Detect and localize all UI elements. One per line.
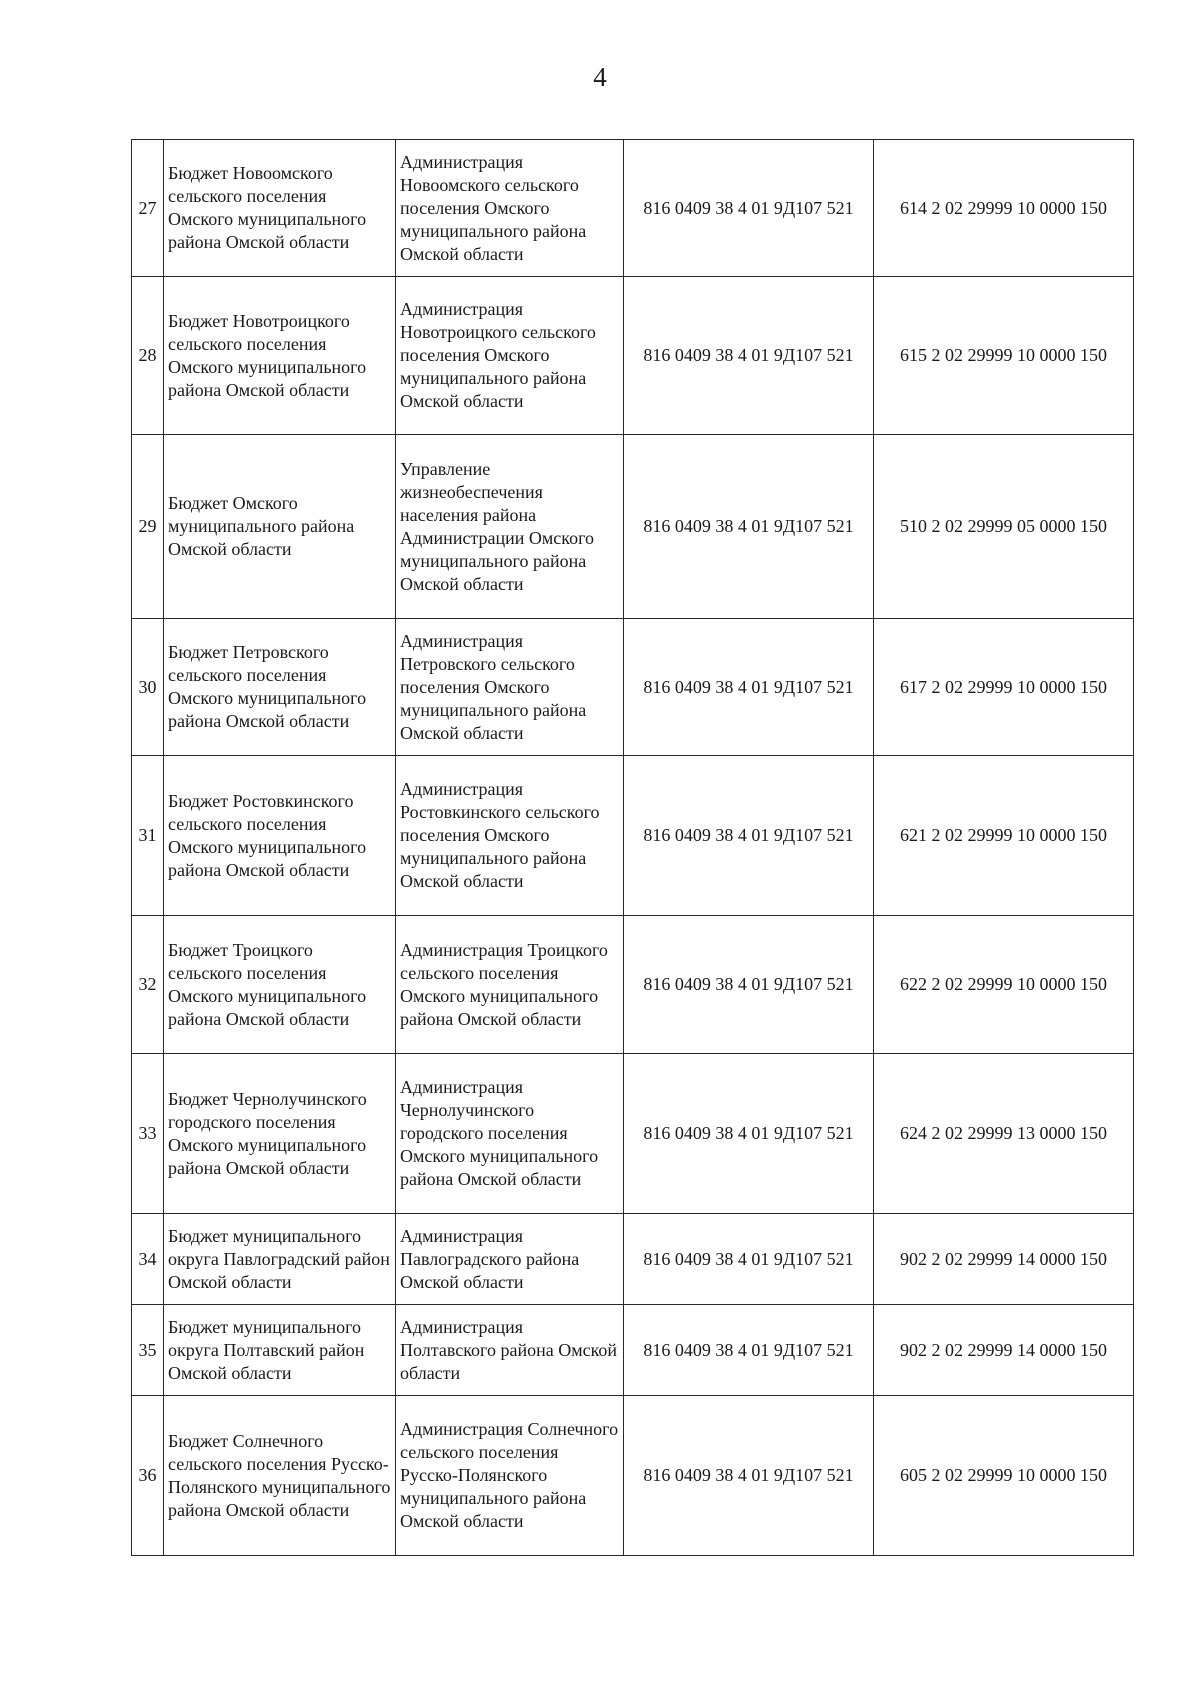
revenue-code-cell: 605 2 02 29999 10 0000 150: [874, 1396, 1134, 1556]
budget-name-cell: Бюджет Ростовкинского сельского поселения Омского муниципального района Омской области: [164, 756, 396, 916]
revenue-code-cell: 902 2 02 29999 14 0000 150: [874, 1305, 1134, 1396]
row-number-cell: 34: [132, 1214, 164, 1305]
table-row: [132, 277, 1134, 435]
administrator-cell: Администрация Петровского сельского поселения Омского муниципального района Омской области: [396, 619, 624, 756]
row-number-cell: 30: [132, 619, 164, 756]
table-row: [132, 1214, 1134, 1305]
expense-code-cell: 816 0409 38 4 01 9Д107 521: [624, 756, 874, 916]
administrator-cell: Администрация Чернолучинского городского поселения Омского муниципального района Омской области: [396, 1054, 624, 1214]
administrator-cell: Администрация Ростовкинского сельского поселения Омского муниципального района Омской области: [396, 756, 624, 916]
expense-code-cell: 816 0409 38 4 01 9Д107 521: [624, 1396, 874, 1556]
row-number-cell: 28: [132, 277, 164, 435]
row-number-cell: 36: [132, 1396, 164, 1556]
table-row: [132, 1305, 1134, 1396]
row-number-cell: 35: [132, 1305, 164, 1396]
administrator-cell: Администрация Новоомского сельского поселения Омского муниципального района Омской области: [396, 140, 624, 277]
budget-allocation-table: [131, 139, 1134, 1556]
budget-name-cell: Бюджет Троицкого сельского поселения Омского муниципального района Омской области: [164, 916, 396, 1054]
budget-name-cell: Бюджет Новоомского сельского поселения Омского муниципального района Омской области: [164, 140, 396, 277]
administrator-cell: Администрация Павлоградского района Омской области: [396, 1214, 624, 1305]
revenue-code-cell: 615 2 02 29999 10 0000 150: [874, 277, 1134, 435]
revenue-code-cell: 617 2 02 29999 10 0000 150: [874, 619, 1134, 756]
expense-code-cell: 816 0409 38 4 01 9Д107 521: [624, 140, 874, 277]
table-row: [132, 1396, 1134, 1556]
budget-name-cell: Бюджет муниципального округа Павлоградский район Омской области: [164, 1214, 396, 1305]
expense-code-cell: 816 0409 38 4 01 9Д107 521: [624, 277, 874, 435]
row-number-cell: 33: [132, 1054, 164, 1214]
expense-code-cell: 816 0409 38 4 01 9Д107 521: [624, 1054, 874, 1214]
budget-name-cell: Бюджет Солнечного сельского поселения Русско-Полянского муниципального района Омской области: [164, 1396, 396, 1556]
row-number-cell: 27: [132, 140, 164, 277]
row-number-cell: 31: [132, 756, 164, 916]
revenue-code-cell: 624 2 02 29999 13 0000 150: [874, 1054, 1134, 1214]
table-row: [132, 1054, 1134, 1214]
budget-name-cell: Бюджет Петровского сельского поселения Омского муниципального района Омской области: [164, 619, 396, 756]
row-number-cell: 29: [132, 435, 164, 619]
table-row: [132, 619, 1134, 756]
expense-code-cell: 816 0409 38 4 01 9Д107 521: [624, 1214, 874, 1305]
administrator-cell: Управление жизнеобеспечения населения района Администрации Омского муниципального района Омской области: [396, 435, 624, 619]
administrator-cell: Администрация Солнечного сельского поселения Русско-Полянского муниципального района Омской области: [396, 1396, 624, 1556]
table-row: [132, 435, 1134, 619]
expense-code-cell: 816 0409 38 4 01 9Д107 521: [624, 619, 874, 756]
administrator-cell: Администрация Новотроицкого сельского поселения Омского муниципального района Омской области: [396, 277, 624, 435]
row-number-cell: 32: [132, 916, 164, 1054]
revenue-code-cell: 902 2 02 29999 14 0000 150: [874, 1214, 1134, 1305]
revenue-code-cell: 510 2 02 29999 05 0000 150: [874, 435, 1134, 619]
table-row: [132, 916, 1134, 1054]
expense-code-cell: 816 0409 38 4 01 9Д107 521: [624, 1305, 874, 1396]
revenue-code-cell: 621 2 02 29999 10 0000 150: [874, 756, 1134, 916]
budget-name-cell: Бюджет муниципального округа Полтавский район Омской области: [164, 1305, 396, 1396]
revenue-code-cell: 622 2 02 29999 10 0000 150: [874, 916, 1134, 1054]
budget-name-cell: Бюджет Новотроицкого сельского поселения Омского муниципального района Омской области: [164, 277, 396, 435]
budget-name-cell: Бюджет Омского муниципального района Омской области: [164, 435, 396, 619]
administrator-cell: Администрация Полтавского района Омской области: [396, 1305, 624, 1396]
revenue-code-cell: 614 2 02 29999 10 0000 150: [874, 140, 1134, 277]
expense-code-cell: 816 0409 38 4 01 9Д107 521: [624, 916, 874, 1054]
administrator-cell: Администрация Троицкого сельского поселения Омского муниципального района Омской области: [396, 916, 624, 1054]
expense-code-cell: 816 0409 38 4 01 9Д107 521: [624, 435, 874, 619]
table-row: [132, 756, 1134, 916]
page-number: 4: [593, 62, 607, 92]
budget-name-cell: Бюджет Чернолучинского городского поселения Омского муниципального района Омской области: [164, 1054, 396, 1214]
table-row: [132, 140, 1134, 277]
